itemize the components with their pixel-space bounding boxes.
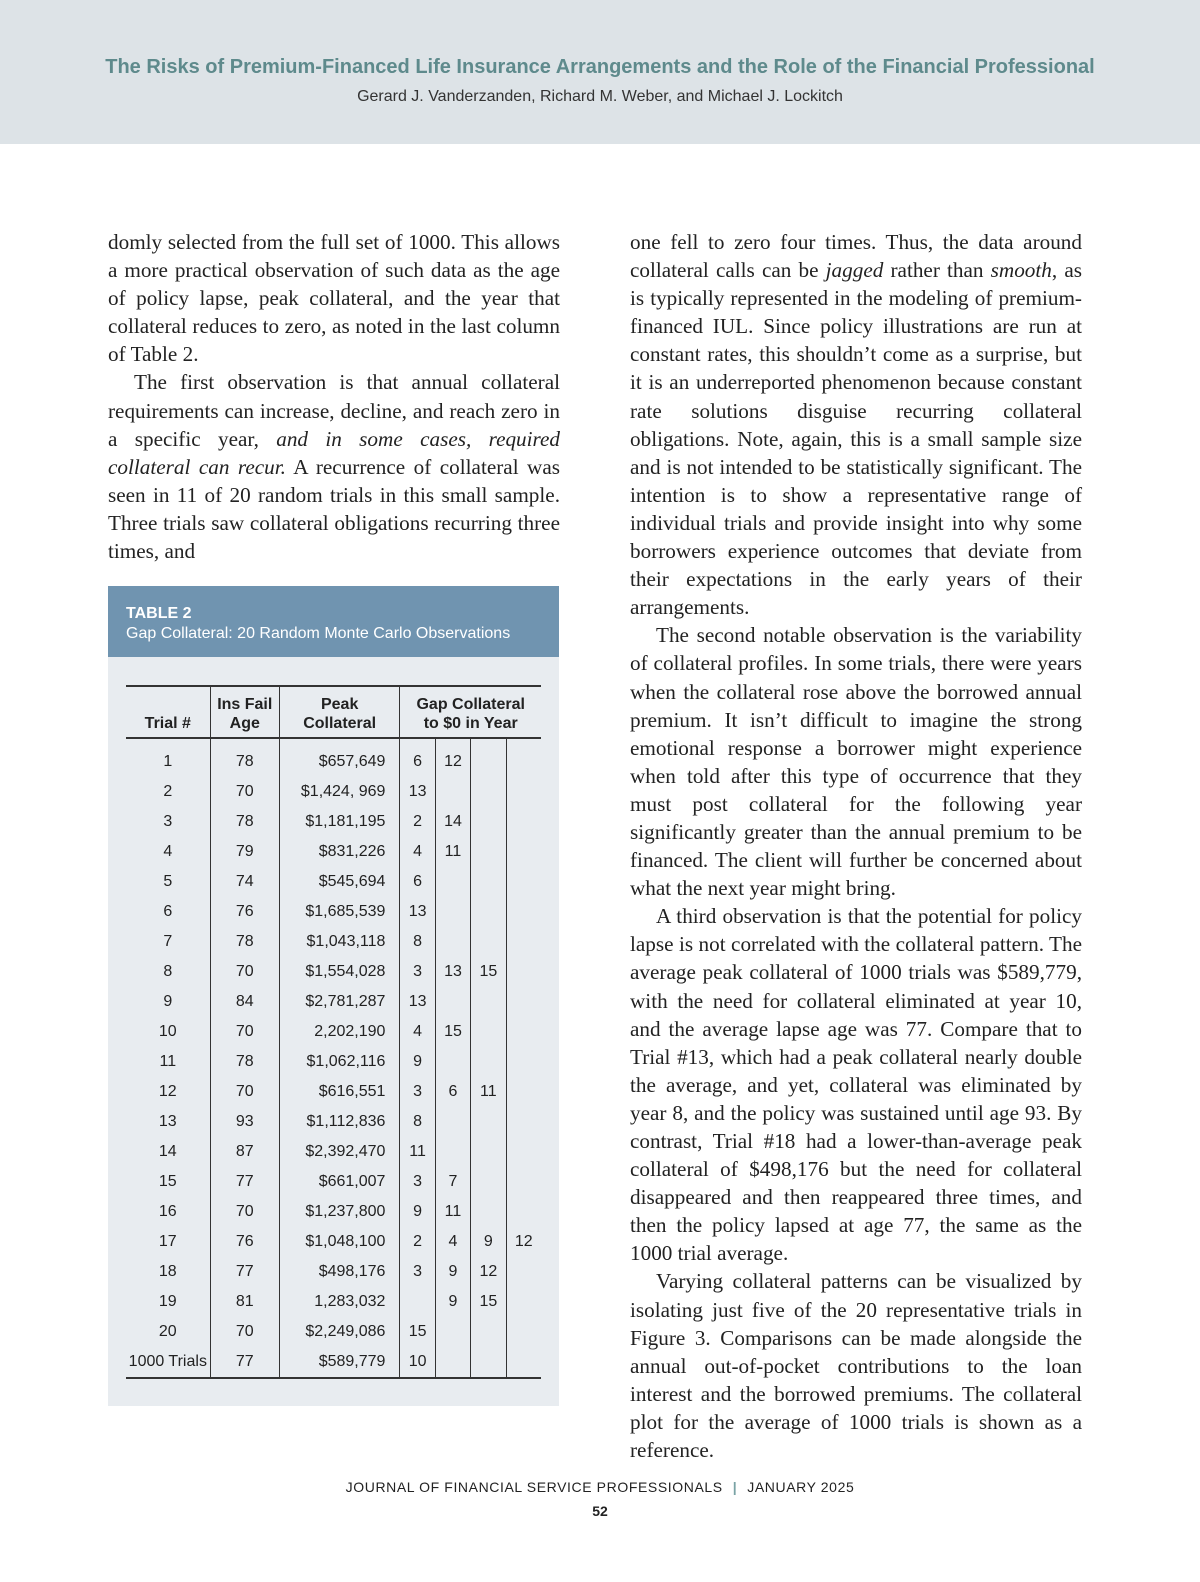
cell-gap-year-4 <box>506 807 541 837</box>
cell-gap-year-4 <box>506 867 541 897</box>
cell-gap-year-1: 8 <box>400 1107 435 1137</box>
cell-gap-year-3 <box>471 1137 506 1167</box>
table-2-panel <box>108 586 559 1406</box>
table-row <box>126 1107 541 1137</box>
cell-peak-collateral: $2,249,086 <box>279 1317 400 1347</box>
cell-gap-year-2: 7 <box>435 1167 470 1197</box>
cell-trial: 7 <box>126 927 210 957</box>
table-row <box>126 1257 541 1287</box>
paragraph: Varying collateral patterns can be visualized by isolating just five of the 20 representative trials in Figure 3. Comparisons can be made alongside the annual out-of-pocket contributions to the loan interest and the borrowed premiums. The collateral plot for the average of 1000 trials is shown as a reference. <box>630 1269 1082 1463</box>
cell-gap-year-3 <box>471 777 506 807</box>
cell-gap-year-4 <box>506 957 541 987</box>
cell-trial: 13 <box>126 1107 210 1137</box>
cell-gap-year-3 <box>471 927 506 957</box>
cell-peak-collateral: $1,043,118 <box>279 927 400 957</box>
cell-trial: 12 <box>126 1077 210 1107</box>
cell-age: 76 <box>210 1227 279 1257</box>
cell-age: 87 <box>210 1137 279 1167</box>
table-caption: Gap Collateral: 20 Random Monte Carlo Observations <box>126 625 511 642</box>
cell-peak-collateral: $1,062,116 <box>279 1047 400 1077</box>
cell-gap-year-3 <box>471 867 506 897</box>
cell-gap-year-2: 11 <box>435 837 470 867</box>
table-row <box>126 1287 541 1317</box>
cell-gap-year-1: 3 <box>400 957 435 987</box>
cell-gap-year-2: 6 <box>435 1077 470 1107</box>
paragraph: domly selected from the full set of 1000. This allows a more practical observation of such data as the age of policy lapse, peak collateral, and the year that collateral reduces to zero, as noted in the last column of Table 2. <box>108 230 560 367</box>
cell-gap-year-2: 11 <box>435 1197 470 1227</box>
paragraph: A third observation is that the potential for policy lapse is not correlated with the collateral pattern. The average peak collateral of 1000 trials was $589,779, with the need for collateral eliminated at year 10, and the average lapse age was 77. Compare that to Trial #13, which had a peak collateral nearly double the average, and yet, collateral was eliminated by year 8, and the policy was sustained until age 93. By contrast, Trial #18 had a lower-than-average peak collateral of $498,176 but the need for collateral disappeared and then reappeared three times, and then the policy lapsed at age 77, the same as the 1000 trial average. <box>630 904 1082 1266</box>
cell-gap-year-4 <box>506 738 541 777</box>
cell-gap-year-2 <box>435 1107 470 1137</box>
cell-trial: 19 <box>126 1287 210 1317</box>
table-row <box>126 807 541 837</box>
cell-gap-year-4: 12 <box>514 1233 533 1250</box>
cell-gap-year-2: 4 <box>435 1227 470 1257</box>
right-column <box>630 228 1082 1464</box>
cell-trial: 2 <box>126 777 210 807</box>
paragraph: The first observation is that annual collateral requirements can increase, decline, and reach zero in a specific year, and in some cases, required collateral can recur. A recurrence of collateral was seen in 11 of 20 random trials in this small sample. Three trials saw collateral obligations recurring three times, and <box>108 370 560 564</box>
cell-peak-collateral: $1,048,100 <box>279 1227 400 1257</box>
table-row <box>126 897 541 927</box>
cell-gap-year-4 <box>506 1137 541 1167</box>
col-header-gap: Gap Collateral to $0 in Year <box>416 696 525 732</box>
table-row <box>126 1137 541 1167</box>
cell-gap-year-4 <box>506 897 541 927</box>
cell-trial: 11 <box>126 1047 210 1077</box>
cell-gap-year-4 <box>506 927 541 957</box>
cell-gap-year-2: 12 <box>435 738 470 777</box>
cell-gap-year-1: 4 <box>400 837 435 867</box>
left-column <box>108 228 560 565</box>
cell-age: 79 <box>210 837 279 867</box>
table-label: TABLE 2 <box>126 605 192 622</box>
cell-age: 78 <box>210 807 279 837</box>
cell-age: 70 <box>210 1017 279 1047</box>
cell-gap-year-4 <box>506 1017 541 1047</box>
cell-gap-year-3 <box>471 837 506 867</box>
table-header-row <box>126 686 541 738</box>
table-row <box>126 738 541 777</box>
table-row <box>126 927 541 957</box>
cell-trial: 1000 Trials <box>126 1347 210 1378</box>
table-row <box>126 1197 541 1227</box>
cell-gap-year-3: 15 <box>471 1287 506 1317</box>
cell-peak-collateral: $1,685,539 <box>279 897 400 927</box>
cell-trial: 10 <box>126 1017 210 1047</box>
cell-gap-year-1: 3 <box>400 1167 435 1197</box>
cell-gap-year-3 <box>471 1107 506 1137</box>
cell-peak-collateral: 1,283,032 <box>279 1287 400 1317</box>
table-row <box>126 867 541 897</box>
cell-gap-year-1: 13 <box>400 987 435 1017</box>
cell-age: 70 <box>210 1197 279 1227</box>
cell-gap-year-1: 3 <box>400 1077 435 1107</box>
table-row <box>126 957 541 987</box>
table-row <box>126 987 541 1017</box>
cell-gap-year-2 <box>435 777 470 807</box>
cell-trial: 17 <box>126 1227 210 1257</box>
cell-age: 70 <box>210 777 279 807</box>
cell-peak-collateral: $545,694 <box>279 867 400 897</box>
cell-trial: 18 <box>126 1257 210 1287</box>
cell-age: 78 <box>210 927 279 957</box>
cell-gap-year-4 <box>506 1347 541 1378</box>
cell-gap-year-1: 11 <box>400 1137 435 1167</box>
cell-gap-year-4 <box>506 777 541 807</box>
cell-gap-year-2 <box>435 1347 470 1378</box>
journal-name: JOURNAL OF FINANCIAL SERVICE PROFESSIONALS <box>345 1479 723 1495</box>
cell-age: 78 <box>210 1047 279 1077</box>
table-row <box>126 1317 541 1347</box>
cell-gap-year-3 <box>471 897 506 927</box>
table-body <box>126 738 541 1378</box>
cell-gap-year-4 <box>506 987 541 1017</box>
cell-gap-year-1: 15 <box>400 1317 435 1347</box>
col-header-trial: Trial # <box>126 686 210 738</box>
collateral-table <box>126 685 541 1379</box>
cell-gap-year-3: 9 <box>471 1227 506 1257</box>
running-header <box>0 0 1200 144</box>
cell-trial: 8 <box>126 957 210 987</box>
cell-gap-year-1: 6 <box>400 867 435 897</box>
cell-peak-collateral: $616,551 <box>279 1077 400 1107</box>
cell-age: 77 <box>210 1347 279 1378</box>
cell-gap-year-2: 14 <box>435 807 470 837</box>
table-row <box>126 1347 541 1378</box>
cell-age: 76 <box>210 897 279 927</box>
table-row <box>126 1047 541 1077</box>
col-header-peak: Peak Collateral <box>279 686 400 738</box>
cell-peak-collateral: $657,649 <box>279 738 400 777</box>
footer-separator: | <box>732 1479 738 1495</box>
cell-gap-year-1: 9 <box>400 1047 435 1077</box>
cell-age: 93 <box>210 1107 279 1137</box>
cell-gap-year-2: 9 <box>435 1287 470 1317</box>
cell-gap-year-3 <box>471 1017 506 1047</box>
paragraph: The second notable observation is the variability of collateral profiles. In some trials, there were years when the collateral rose above the borrowed annual premium. It isn’t difficult to imagine the strong emotional response a borrower might experience when told after this type of occurrence that they must post collateral for the following year significantly greater than the annual premium to be financed. The client will further be concerned about what the next year might bring. <box>630 623 1082 901</box>
cell-gap-year-1: 9 <box>400 1197 435 1227</box>
cell-gap-year-1: 2 <box>400 1227 435 1257</box>
cell-gap-year-1: 10 <box>400 1347 435 1378</box>
cell-peak-collateral: $2,781,287 <box>279 987 400 1017</box>
cell-gap-year-2 <box>435 867 470 897</box>
cell-gap-year-3 <box>471 1347 506 1378</box>
cell-gap-year-3 <box>471 1317 506 1347</box>
cell-trial: 3 <box>126 807 210 837</box>
cell-trial: 4 <box>126 837 210 867</box>
cell-peak-collateral: $661,007 <box>279 1167 400 1197</box>
cell-gap-year-2: 9 <box>435 1257 470 1287</box>
cell-peak-collateral: $831,226 <box>279 837 400 867</box>
cell-gap-year-2 <box>435 987 470 1017</box>
cell-peak-collateral: $1,554,028 <box>279 957 400 987</box>
table-row <box>126 1077 541 1107</box>
cell-trial: 1 <box>126 738 210 777</box>
cell-peak-collateral: $1,424, 969 <box>279 777 400 807</box>
cell-gap-year-4 <box>506 1047 541 1077</box>
cell-peak-collateral: 2,202,190 <box>279 1017 400 1047</box>
cell-age: 74 <box>210 867 279 897</box>
cell-gap-year-2 <box>435 1317 470 1347</box>
cell-peak-collateral: $589,779 <box>279 1347 400 1378</box>
cell-gap-year-2 <box>435 897 470 927</box>
cell-gap-year-3: 11 <box>471 1077 506 1107</box>
cell-age: 77 <box>210 1167 279 1197</box>
cell-gap-year-2: 13 <box>435 957 470 987</box>
table-header-band <box>108 586 559 657</box>
table-row <box>126 837 541 867</box>
cell-age: 70 <box>210 1077 279 1107</box>
cell-gap-year-1: 4 <box>400 1017 435 1047</box>
cell-gap-year-3: 12 <box>471 1257 506 1287</box>
cell-gap-year-3 <box>471 1197 506 1227</box>
cell-gap-year-3 <box>471 1047 506 1077</box>
cell-peak-collateral: $1,181,195 <box>279 807 400 837</box>
cell-trial: 9 <box>126 987 210 1017</box>
cell-gap-year-1 <box>400 1287 435 1317</box>
cell-trial: 14 <box>126 1137 210 1167</box>
cell-gap-year-3 <box>471 807 506 837</box>
cell-gap-year-4 <box>506 1287 541 1317</box>
cell-gap-year-3: 15 <box>471 957 506 987</box>
article-authors: Gerard J. Vanderzanden, Richard M. Weber, and Michael J. Lockitch <box>357 88 843 105</box>
issue-date: JANUARY 2025 <box>747 1479 855 1495</box>
cell-gap-year-1: 2 <box>400 807 435 837</box>
cell-gap-year-4 <box>506 1257 541 1287</box>
page-footer <box>0 1479 1200 1495</box>
cell-gap-year-1: 13 <box>400 777 435 807</box>
cell-age: 84 <box>210 987 279 1017</box>
cell-gap-year-4 <box>506 1197 541 1227</box>
cell-gap-year-1: 3 <box>400 1257 435 1287</box>
cell-age: 77 <box>210 1257 279 1287</box>
cell-gap-year-2: 15 <box>435 1017 470 1047</box>
table-row <box>126 1167 541 1197</box>
cell-age: 81 <box>210 1287 279 1317</box>
table-row <box>126 777 541 807</box>
cell-gap-year-3 <box>471 1167 506 1197</box>
table-row <box>126 1227 541 1257</box>
cell-gap-year-4 <box>506 1167 541 1197</box>
cell-trial: 6 <box>126 897 210 927</box>
cell-peak-collateral: $2,392,470 <box>279 1137 400 1167</box>
table-row <box>126 1017 541 1047</box>
cell-trial: 20 <box>126 1317 210 1347</box>
cell-trial: 5 <box>126 867 210 897</box>
cell-age: 78 <box>210 738 279 777</box>
cell-gap-year-1: 8 <box>400 927 435 957</box>
page-number: 52 <box>592 1503 608 1519</box>
paragraph: one fell to zero four times. Thus, the data around collateral calls can be jagged rather than smooth, as is typically represented in the modeling of premium-financed IUL. Since policy illustrations are run at constant rates, this shouldn’t come as a surprise, but it is an underreported phenomenon because constant rate solutions disguise recurring collateral obligations. Note, again, this is a small sample size and is not intended to be statistically significant. The intention is to show a representative range of individual trials and provide insight into why some borrowers experience outcomes that deviate from their expectations in the early years of their arrangements. <box>630 230 1082 620</box>
cell-gap-year-2 <box>435 1047 470 1077</box>
col-header-age: Ins Fail Age <box>210 686 279 738</box>
cell-gap-year-4 <box>506 1077 541 1107</box>
cell-gap-year-1: 6 <box>400 738 435 777</box>
cell-gap-year-2 <box>435 927 470 957</box>
cell-peak-collateral: $498,176 <box>279 1257 400 1287</box>
article-title: The Risks of Premium-Financed Life Insurance Arrangements and the Role of the Financial Professional <box>105 56 1095 78</box>
cell-gap-year-3 <box>471 987 506 1017</box>
cell-gap-year-3 <box>471 738 506 777</box>
cell-gap-year-4 <box>506 1317 541 1347</box>
cell-gap-year-4 <box>506 1107 541 1137</box>
cell-age: 70 <box>210 957 279 987</box>
cell-gap-year-2 <box>435 1137 470 1167</box>
cell-trial: 16 <box>126 1197 210 1227</box>
cell-trial: 15 <box>126 1167 210 1197</box>
cell-gap-year-4 <box>506 837 541 867</box>
cell-gap-year-1: 13 <box>400 897 435 927</box>
cell-peak-collateral: $1,112,836 <box>279 1107 400 1137</box>
cell-peak-collateral: $1,237,800 <box>279 1197 400 1227</box>
cell-age: 70 <box>210 1317 279 1347</box>
